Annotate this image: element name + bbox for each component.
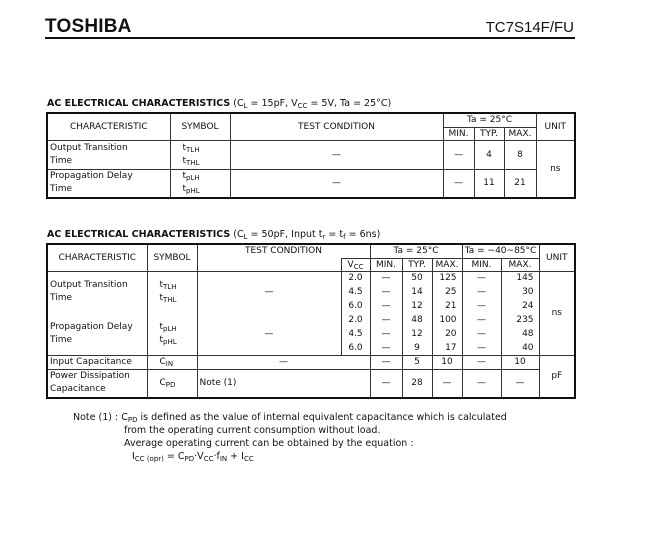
max2-cell: 24 <box>501 299 539 313</box>
header-characteristic: CHARACTERISTIC <box>47 113 170 140</box>
header-vcc <box>341 258 370 271</box>
symbol-base: t <box>159 293 164 304</box>
symbol-sub: IN <box>165 360 174 368</box>
characteristic-cell <box>47 140 170 169</box>
header-ta25-group: Ta = 25°C <box>370 244 462 258</box>
header-test-condition-blank <box>197 258 341 271</box>
symbol-base: t <box>159 321 164 332</box>
char-line: Time <box>50 334 73 345</box>
table-spacer <box>46 199 576 228</box>
max2-cell: 40 <box>501 341 539 355</box>
header-characteristic: CHARACTERISTIC <box>47 244 147 271</box>
char-line: Time <box>50 184 73 195</box>
min2-cell: — <box>462 299 501 313</box>
min2-cell: — <box>462 271 501 285</box>
ac-characteristics-table-50pf <box>46 243 576 399</box>
header-min2: MIN. <box>462 258 501 271</box>
header-min: MIN. <box>443 127 474 140</box>
header-rule <box>45 37 575 39</box>
char-line: Output Transition <box>50 280 128 291</box>
characteristic-cell <box>47 313 147 355</box>
table-row <box>47 355 575 369</box>
caption-sub: CC <box>297 102 308 110</box>
typ-cell: 50 <box>402 271 432 285</box>
brand-logo: TOSHIBA <box>45 16 132 37</box>
header-typ: TYP. <box>402 258 432 271</box>
typ-cell: 48 <box>402 313 432 327</box>
eq-sub: PD <box>184 455 195 463</box>
min-cell: — <box>443 169 474 198</box>
symbol-sub: TLH <box>163 283 177 292</box>
symbol-base: t <box>182 155 187 166</box>
unit-cell: ns <box>539 271 575 355</box>
test-condition-cell: Note (1) <box>197 369 370 398</box>
vcc-cell: 2.0 <box>341 313 370 327</box>
symbol-base: C <box>159 378 166 389</box>
characteristic-cell <box>47 271 147 313</box>
max-cell: 8 <box>504 140 536 169</box>
eq-sub: CC <box>203 455 214 463</box>
header-symbol: SYMBOL <box>147 244 197 271</box>
max-cell: 21 <box>432 299 462 313</box>
eq-text: + I <box>227 451 244 462</box>
table-row <box>47 369 575 398</box>
vcc-cell: 4.5 <box>341 327 370 341</box>
test-condition-cell: — <box>230 140 443 169</box>
header-min: MIN. <box>370 258 402 271</box>
caption-text: = 15pF, V <box>247 98 298 109</box>
char-line: Capacitance <box>50 384 106 395</box>
header-ta-range-group: Ta = −40~85°C <box>462 244 539 258</box>
typ-cell: 12 <box>402 299 432 313</box>
footnote <box>73 411 576 463</box>
min2-cell: — <box>462 313 501 327</box>
typ-cell: 11 <box>474 169 504 198</box>
header-symbol: SYMBOL <box>170 113 230 140</box>
char-line: Propagation Delay <box>50 171 133 182</box>
symbol-base: t <box>182 171 187 182</box>
header-max: MAX. <box>504 127 536 140</box>
symbol-base: C <box>159 357 166 367</box>
min2-cell: — <box>462 341 501 355</box>
symbol-sub: PD <box>165 381 176 390</box>
min2-cell: — <box>462 327 501 341</box>
symbol-cell <box>147 355 197 369</box>
min2-cell: — <box>462 285 501 299</box>
vcc-base: V <box>347 259 354 270</box>
caption-text: = 6ns) <box>345 229 381 240</box>
note-sub: PD <box>127 416 138 424</box>
header-test-condition: TEST CONDITION <box>230 113 443 140</box>
typ-cell: 9 <box>402 341 432 355</box>
max2-cell: 10 <box>501 355 539 369</box>
eq-text: ·V <box>194 451 204 462</box>
caption-text: (C <box>233 98 244 109</box>
symbol-cell <box>147 369 197 398</box>
char-line: Power Dissipation <box>50 371 130 382</box>
header-max2: MAX. <box>501 258 539 271</box>
min-cell: — <box>370 271 402 285</box>
table2-caption-title: AC ELECTRICAL CHARACTERISTICS <box>47 229 231 240</box>
typ-cell: 28 <box>402 369 432 398</box>
caption-text: = 5V, Ta = 25°C) <box>307 98 392 109</box>
min2-cell: — <box>462 369 501 398</box>
min2-cell: — <box>462 355 501 369</box>
note-text: is defined as the value of internal equivalent capacitance which is calculated <box>137 412 507 423</box>
vcc-cell: 2.0 <box>341 271 370 285</box>
ac-characteristics-table-15pf <box>46 112 576 199</box>
caption-text: = t <box>325 229 344 240</box>
max-cell: 100 <box>432 313 462 327</box>
typ-cell: 4 <box>474 140 504 169</box>
symbol-sub: pHL <box>163 337 177 346</box>
characteristic-cell: Input Capacitance <box>47 355 147 369</box>
table-row <box>47 169 575 198</box>
typ-cell: 5 <box>402 355 432 369</box>
char-line: Time <box>50 155 73 166</box>
symbol-cell <box>170 169 230 198</box>
max-cell: 10 <box>432 355 462 369</box>
table-row <box>47 140 575 169</box>
symbol-cell <box>147 313 197 355</box>
test-condition-cell: — <box>197 313 341 355</box>
test-condition-cell: — <box>197 355 370 369</box>
note-text: C <box>121 412 128 423</box>
table-row <box>47 271 575 285</box>
min-cell: — <box>370 299 402 313</box>
eq-text: I <box>132 451 135 462</box>
max-cell: 17 <box>432 341 462 355</box>
eq-sub: IN <box>219 455 228 463</box>
min-cell: — <box>370 313 402 327</box>
max-cell: — <box>432 369 462 398</box>
symbol-base: t <box>159 334 164 345</box>
vcc-cell: 6.0 <box>341 299 370 313</box>
test-condition-cell: — <box>230 169 443 198</box>
max2-cell: 48 <box>501 327 539 341</box>
note-label: Note (1) : <box>73 412 122 423</box>
table1-caption-title: AC ELECTRICAL CHARACTERISTICS <box>47 98 231 109</box>
table1-caption-cond <box>233 98 391 109</box>
header-max: MAX. <box>432 258 462 271</box>
table1-caption <box>47 97 576 110</box>
note-line-3: Average operating current can be obtained by the equation : <box>124 438 414 449</box>
min-cell: — <box>443 140 474 169</box>
header-ta-group: Ta = 25°C <box>443 113 536 127</box>
char-line: Output Transition <box>50 142 128 153</box>
min-cell: — <box>370 327 402 341</box>
max-cell: 21 <box>504 169 536 198</box>
header-unit: UNIT <box>536 113 575 140</box>
unit-cell: pF <box>539 355 575 398</box>
typ-cell: 14 <box>402 285 432 299</box>
max2-cell: — <box>501 369 539 398</box>
table2-caption <box>47 228 576 241</box>
caption-sub: f <box>343 233 346 241</box>
part-number: TC7S14F/FU <box>485 19 574 36</box>
symbol-base: t <box>182 142 187 153</box>
caption-sub: r <box>322 233 326 241</box>
caption-sub: L <box>243 233 248 241</box>
min-cell: — <box>370 369 402 398</box>
max-cell: 125 <box>432 271 462 285</box>
symbol-sub: THL <box>186 158 200 167</box>
eq-sub: CC (opr) <box>134 455 164 463</box>
max2-cell: 235 <box>501 313 539 327</box>
header-unit: UNIT <box>539 244 575 271</box>
symbol-cell <box>170 140 230 169</box>
max-cell: 25 <box>432 285 462 299</box>
eq-sub: CC <box>243 455 254 463</box>
caption-text: (C <box>233 229 244 240</box>
content <box>46 97 576 463</box>
char-line: Propagation Delay <box>50 321 133 332</box>
caption-sub: L <box>243 102 248 110</box>
symbol-base: t <box>182 184 187 195</box>
typ-cell: 12 <box>402 327 432 341</box>
symbol-sub: TLH <box>186 145 200 154</box>
eq-text: = C <box>163 451 185 462</box>
caption-text: = 50pF, Input t <box>247 229 323 240</box>
table2-caption-cond <box>233 229 380 240</box>
eq-text: ·f <box>213 451 220 462</box>
min-cell: — <box>370 285 402 299</box>
char-line: Time <box>50 293 73 304</box>
symbol-sub: pLH <box>163 324 177 333</box>
unit-cell: ns <box>536 140 575 198</box>
max-cell: 20 <box>432 327 462 341</box>
note-line-1 <box>73 411 576 424</box>
vcc-cell: 6.0 <box>341 341 370 355</box>
symbol-sub: pHL <box>186 187 200 196</box>
min-cell: — <box>370 355 402 369</box>
table-row <box>47 313 575 327</box>
characteristic-cell <box>47 169 170 198</box>
max2-cell: 30 <box>501 285 539 299</box>
symbol-base: t <box>159 280 164 291</box>
header-typ: TYP. <box>474 127 504 140</box>
test-condition-cell: — <box>197 271 341 313</box>
symbol-sub: pLH <box>186 174 200 183</box>
note-equation <box>73 450 576 463</box>
note-line-2: from the operating current consumption without load. <box>124 425 381 436</box>
symbol-cell <box>147 271 197 313</box>
characteristic-cell <box>47 369 147 398</box>
vcc-sub: CC <box>353 262 364 271</box>
symbol-sub: THL <box>163 296 177 305</box>
header-test-condition: TEST CONDITION <box>197 244 370 258</box>
max2-cell: 145 <box>501 271 539 285</box>
vcc-cell: 4.5 <box>341 285 370 299</box>
min-cell: — <box>370 341 402 355</box>
